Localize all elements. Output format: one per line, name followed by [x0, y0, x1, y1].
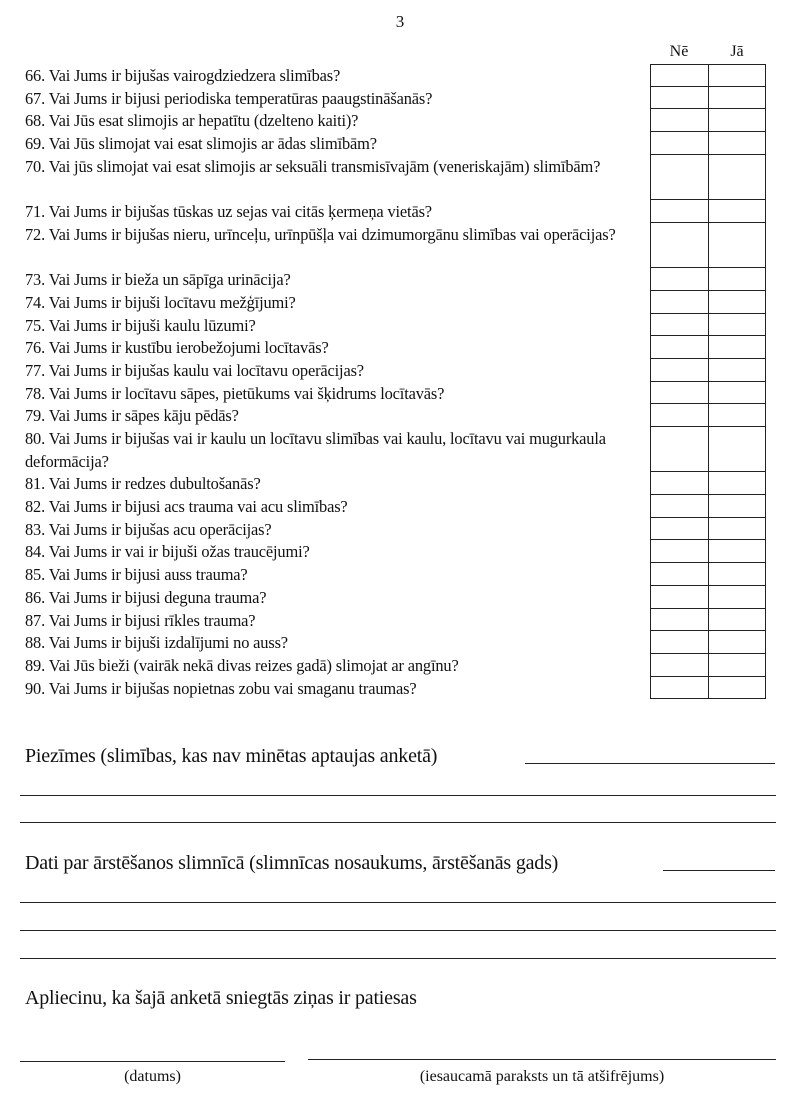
question-label: Vai Jums ir bijuši locītavu mežģījumi? [48, 292, 296, 312]
question-row [0, 223, 800, 268]
answer-no-checkbox[interactable] [651, 155, 709, 199]
answer-cells [650, 109, 766, 132]
question-row [0, 291, 800, 314]
question-row [0, 609, 800, 632]
questionnaire-table [0, 64, 800, 699]
answer-yes-checkbox[interactable] [709, 268, 766, 290]
notes-input-line-2[interactable] [20, 795, 776, 796]
question-number: 72. [25, 224, 46, 244]
question-number: 82. [25, 497, 46, 517]
question-label: Vai Jums ir bijuši kaulu lūzumi? [48, 315, 256, 335]
answer-yes-checkbox[interactable] [709, 314, 766, 336]
question-number: 86. [25, 587, 46, 607]
question-label: Vai Jums ir bijuši izdalījumi no auss? [48, 633, 288, 653]
answer-cells [650, 132, 766, 155]
hospital-input-line-1[interactable] [663, 870, 775, 871]
answer-cells [650, 540, 766, 563]
question-number: 67. [25, 88, 46, 108]
question-text [0, 677, 620, 700]
question-label: Vai Jums ir bijušas vai ir kaulu un locītavu slimības vai kaulu, locītavu vai mugurkaula deformācija? [25, 429, 606, 471]
question-label: Vai Jums ir vai ir bijuši ožas traucējumi? [48, 542, 310, 562]
question-number: 80. [25, 429, 46, 449]
question-text [0, 314, 620, 337]
question-row [0, 495, 800, 518]
question-label: Vai Jums ir kustību ierobežojumi locītavās? [48, 338, 329, 358]
question-label: Vai Jums ir sāpes kāju pēdās? [48, 406, 239, 426]
answer-yes-checkbox[interactable] [709, 677, 766, 699]
question-text [0, 654, 620, 677]
notes-label: Piezīmes (slimības, kas nav minētas aptaujas anketā) [25, 745, 438, 767]
question-number: 85. [25, 565, 46, 585]
answer-yes-checkbox[interactable] [709, 336, 766, 358]
answer-no-checkbox[interactable] [651, 518, 709, 540]
column-header-yes: Jā [730, 43, 744, 60]
question-text [0, 64, 620, 87]
question-label: Vai Jums ir redzes dubultošanās? [48, 474, 261, 494]
question-row [0, 586, 800, 609]
answer-cells [650, 427, 766, 472]
question-label: Vai Jums ir bijušas acu operācijas? [48, 519, 272, 539]
question-text [0, 200, 620, 223]
question-label: Vai jūs slimojat vai esat slimojis ar seksuāli transmisīvajām (veneriskajām) slimībām? [48, 156, 601, 176]
answer-cells [650, 87, 766, 110]
answer-yes-checkbox[interactable] [709, 631, 766, 653]
question-text [0, 155, 620, 200]
question-text [0, 540, 620, 563]
answer-no-checkbox[interactable] [651, 586, 709, 608]
question-label: Vai Jūs esat slimojis ar hepatītu (dzelteno kaiti)? [48, 111, 359, 131]
answer-yes-checkbox[interactable] [709, 609, 766, 631]
question-row [0, 404, 800, 427]
question-label: Vai Jums ir bieža un sāpīga urinācija? [48, 270, 291, 290]
answer-no-checkbox[interactable] [651, 223, 709, 267]
question-number: 88. [25, 633, 46, 653]
answer-yes-checkbox[interactable] [709, 65, 766, 86]
answer-no-checkbox[interactable] [651, 132, 709, 154]
answer-cells [650, 677, 766, 700]
answer-no-checkbox[interactable] [651, 631, 709, 653]
answer-yes-checkbox[interactable] [709, 132, 766, 154]
question-text [0, 427, 620, 472]
question-number: 89. [25, 655, 46, 675]
signature-input-line[interactable] [308, 1059, 776, 1060]
answer-yes-checkbox[interactable] [709, 404, 766, 426]
answer-no-checkbox[interactable] [651, 268, 709, 290]
question-text [0, 495, 620, 518]
answer-cells [650, 382, 766, 405]
question-text [0, 609, 620, 632]
answer-yes-checkbox[interactable] [709, 563, 766, 585]
answer-cells [650, 631, 766, 654]
answer-no-checkbox[interactable] [651, 336, 709, 358]
answer-no-checkbox[interactable] [651, 404, 709, 426]
answer-no-checkbox[interactable] [651, 609, 709, 631]
answer-yes-checkbox[interactable] [709, 586, 766, 608]
date-caption: (datums) [124, 1068, 181, 1085]
answer-no-checkbox[interactable] [651, 427, 709, 471]
question-text [0, 132, 620, 155]
question-text [0, 631, 620, 654]
answer-cells [650, 314, 766, 337]
answer-cells [650, 472, 766, 495]
question-number: 71. [25, 202, 46, 222]
question-row [0, 472, 800, 495]
answer-no-checkbox[interactable] [651, 359, 709, 381]
question-label: Vai Jums ir bijusi deguna trauma? [48, 587, 267, 607]
hospital-input-line-2[interactable] [20, 902, 776, 903]
question-row [0, 64, 800, 87]
answer-cells [650, 64, 766, 87]
answer-yes-checkbox[interactable] [709, 472, 766, 494]
question-label: Vai Jums ir bijusi auss trauma? [48, 565, 248, 585]
hospital-label: Dati par ārstēšanos slimnīcā (slimnīcas nosaukums, ārstēšanās gads) [25, 852, 559, 874]
question-row [0, 654, 800, 677]
question-number: 76. [25, 338, 46, 358]
answer-yes-checkbox[interactable] [709, 87, 766, 109]
question-label: Vai Jums ir bijušas nieru, urīnceļu, urīnpūšļa vai dzimumorgānu slimības vai operācijas? [48, 224, 616, 244]
answer-cells [650, 404, 766, 427]
answer-no-checkbox[interactable] [651, 495, 709, 517]
question-label: Vai Jums ir bijušas nopietnas zobu vai smaganu traumas? [48, 678, 417, 698]
answer-no-checkbox[interactable] [651, 540, 709, 562]
notes-section [25, 745, 775, 768]
hospital-section [25, 852, 775, 875]
question-number: 74. [25, 292, 46, 312]
question-row [0, 336, 800, 359]
question-row [0, 132, 800, 155]
question-text [0, 518, 620, 541]
question-number: 77. [25, 360, 46, 380]
answer-no-checkbox[interactable] [651, 109, 709, 131]
question-row [0, 87, 800, 110]
question-number: 66. [25, 66, 46, 85]
question-row [0, 382, 800, 405]
question-row [0, 359, 800, 382]
answer-cells [650, 359, 766, 382]
answer-cells [650, 654, 766, 677]
question-number: 83. [25, 519, 46, 539]
page-number: 3 [395, 12, 405, 31]
certification-statement: Apliecinu, ka šajā anketā sniegtās ziņas ir patiesas [25, 987, 417, 1009]
question-text [0, 109, 620, 132]
question-row [0, 540, 800, 563]
question-label: Vai Jums ir bijusi periodiska temperatūras paaugstināšanās? [48, 88, 433, 108]
answer-no-checkbox[interactable] [651, 200, 709, 222]
answer-yes-checkbox[interactable] [709, 540, 766, 562]
question-text [0, 382, 620, 405]
question-text [0, 336, 620, 359]
question-label: Vai Jūs slimojat vai esat slimojis ar ādas slimībām? [48, 134, 377, 154]
answer-yes-checkbox[interactable] [709, 109, 766, 131]
answer-no-checkbox[interactable] [651, 87, 709, 109]
notes-input-line-1[interactable] [525, 763, 775, 764]
question-label: Vai Jums ir bijušas tūskas uz sejas vai citās ķermeņa vietās? [48, 202, 432, 222]
answer-cells [650, 200, 766, 223]
signature-caption: (iesaucamā paraksts un tā atšifrējums) [419, 1068, 665, 1085]
answer-cells [650, 291, 766, 314]
answer-no-checkbox[interactable] [651, 65, 709, 86]
question-number: 69. [25, 134, 46, 154]
answer-yes-checkbox[interactable] [709, 382, 766, 404]
question-row [0, 677, 800, 700]
answer-no-checkbox[interactable] [651, 677, 709, 699]
answer-cells [650, 518, 766, 541]
question-number: 84. [25, 542, 46, 562]
hospital-input-line-3[interactable] [20, 930, 776, 931]
question-number: 87. [25, 610, 46, 630]
question-number: 73. [25, 270, 46, 290]
question-text [0, 586, 620, 609]
answer-yes-checkbox[interactable] [709, 518, 766, 540]
question-label: Vai Jums ir locītavu sāpes, pietūkums vai šķidrums locītavās? [48, 383, 445, 403]
answer-yes-checkbox[interactable] [709, 223, 766, 267]
date-input-line[interactable] [20, 1061, 285, 1062]
answer-cells [650, 268, 766, 291]
column-header-no: Nē [669, 43, 689, 60]
question-number: 70. [25, 156, 46, 176]
answer-cells [650, 609, 766, 632]
question-row [0, 200, 800, 223]
answer-cells [650, 586, 766, 609]
answer-cells [650, 155, 766, 200]
answer-yes-checkbox[interactable] [709, 495, 766, 517]
question-row [0, 518, 800, 541]
question-row [0, 109, 800, 132]
question-number: 79. [25, 406, 46, 426]
answer-cells [650, 336, 766, 359]
question-row [0, 563, 800, 586]
question-row [0, 268, 800, 291]
question-row [0, 427, 800, 472]
question-label: Vai Jums ir bijušas kaulu vai locītavu operācijas? [48, 360, 364, 380]
answer-no-checkbox[interactable] [651, 382, 709, 404]
question-row [0, 314, 800, 337]
question-text [0, 404, 620, 427]
answer-yes-checkbox[interactable] [709, 359, 766, 381]
answer-column-headers [650, 43, 766, 61]
question-text [0, 291, 620, 314]
question-row [0, 631, 800, 654]
question-label: Vai Jūs bieži (vairāk nekā divas reizes gadā) slimojat ar angīnu? [48, 655, 459, 675]
answer-yes-checkbox[interactable] [709, 155, 766, 199]
question-number: 81. [25, 474, 46, 494]
hospital-input-line-4[interactable] [20, 958, 776, 959]
answer-no-checkbox[interactable] [651, 563, 709, 585]
answer-cells [650, 495, 766, 518]
question-number: 68. [25, 111, 46, 131]
question-label: Vai Jums ir bijušas vairogdziedzera slimības? [48, 66, 341, 85]
question-number: 90. [25, 678, 46, 698]
question-row [0, 155, 800, 200]
answer-no-checkbox[interactable] [651, 654, 709, 676]
answer-yes-checkbox[interactable] [709, 654, 766, 676]
question-text [0, 223, 620, 268]
question-text [0, 87, 620, 110]
answer-cells [650, 563, 766, 586]
question-text [0, 268, 620, 291]
question-label: Vai Jums ir bijusi acs trauma vai acu slimības? [48, 497, 348, 517]
answer-no-checkbox[interactable] [651, 291, 709, 313]
answer-cells [650, 223, 766, 268]
question-text [0, 359, 620, 382]
notes-input-line-3[interactable] [20, 822, 776, 823]
answer-no-checkbox[interactable] [651, 472, 709, 494]
question-text [0, 472, 620, 495]
question-number: 75. [25, 315, 46, 335]
question-label: Vai Jums ir bijusi rīkles trauma? [48, 610, 256, 630]
answer-yes-checkbox[interactable] [709, 200, 766, 222]
question-number: 78. [25, 383, 46, 403]
answer-yes-checkbox[interactable] [709, 291, 766, 313]
question-text [0, 563, 620, 586]
answer-yes-checkbox[interactable] [709, 427, 766, 471]
answer-no-checkbox[interactable] [651, 314, 709, 336]
